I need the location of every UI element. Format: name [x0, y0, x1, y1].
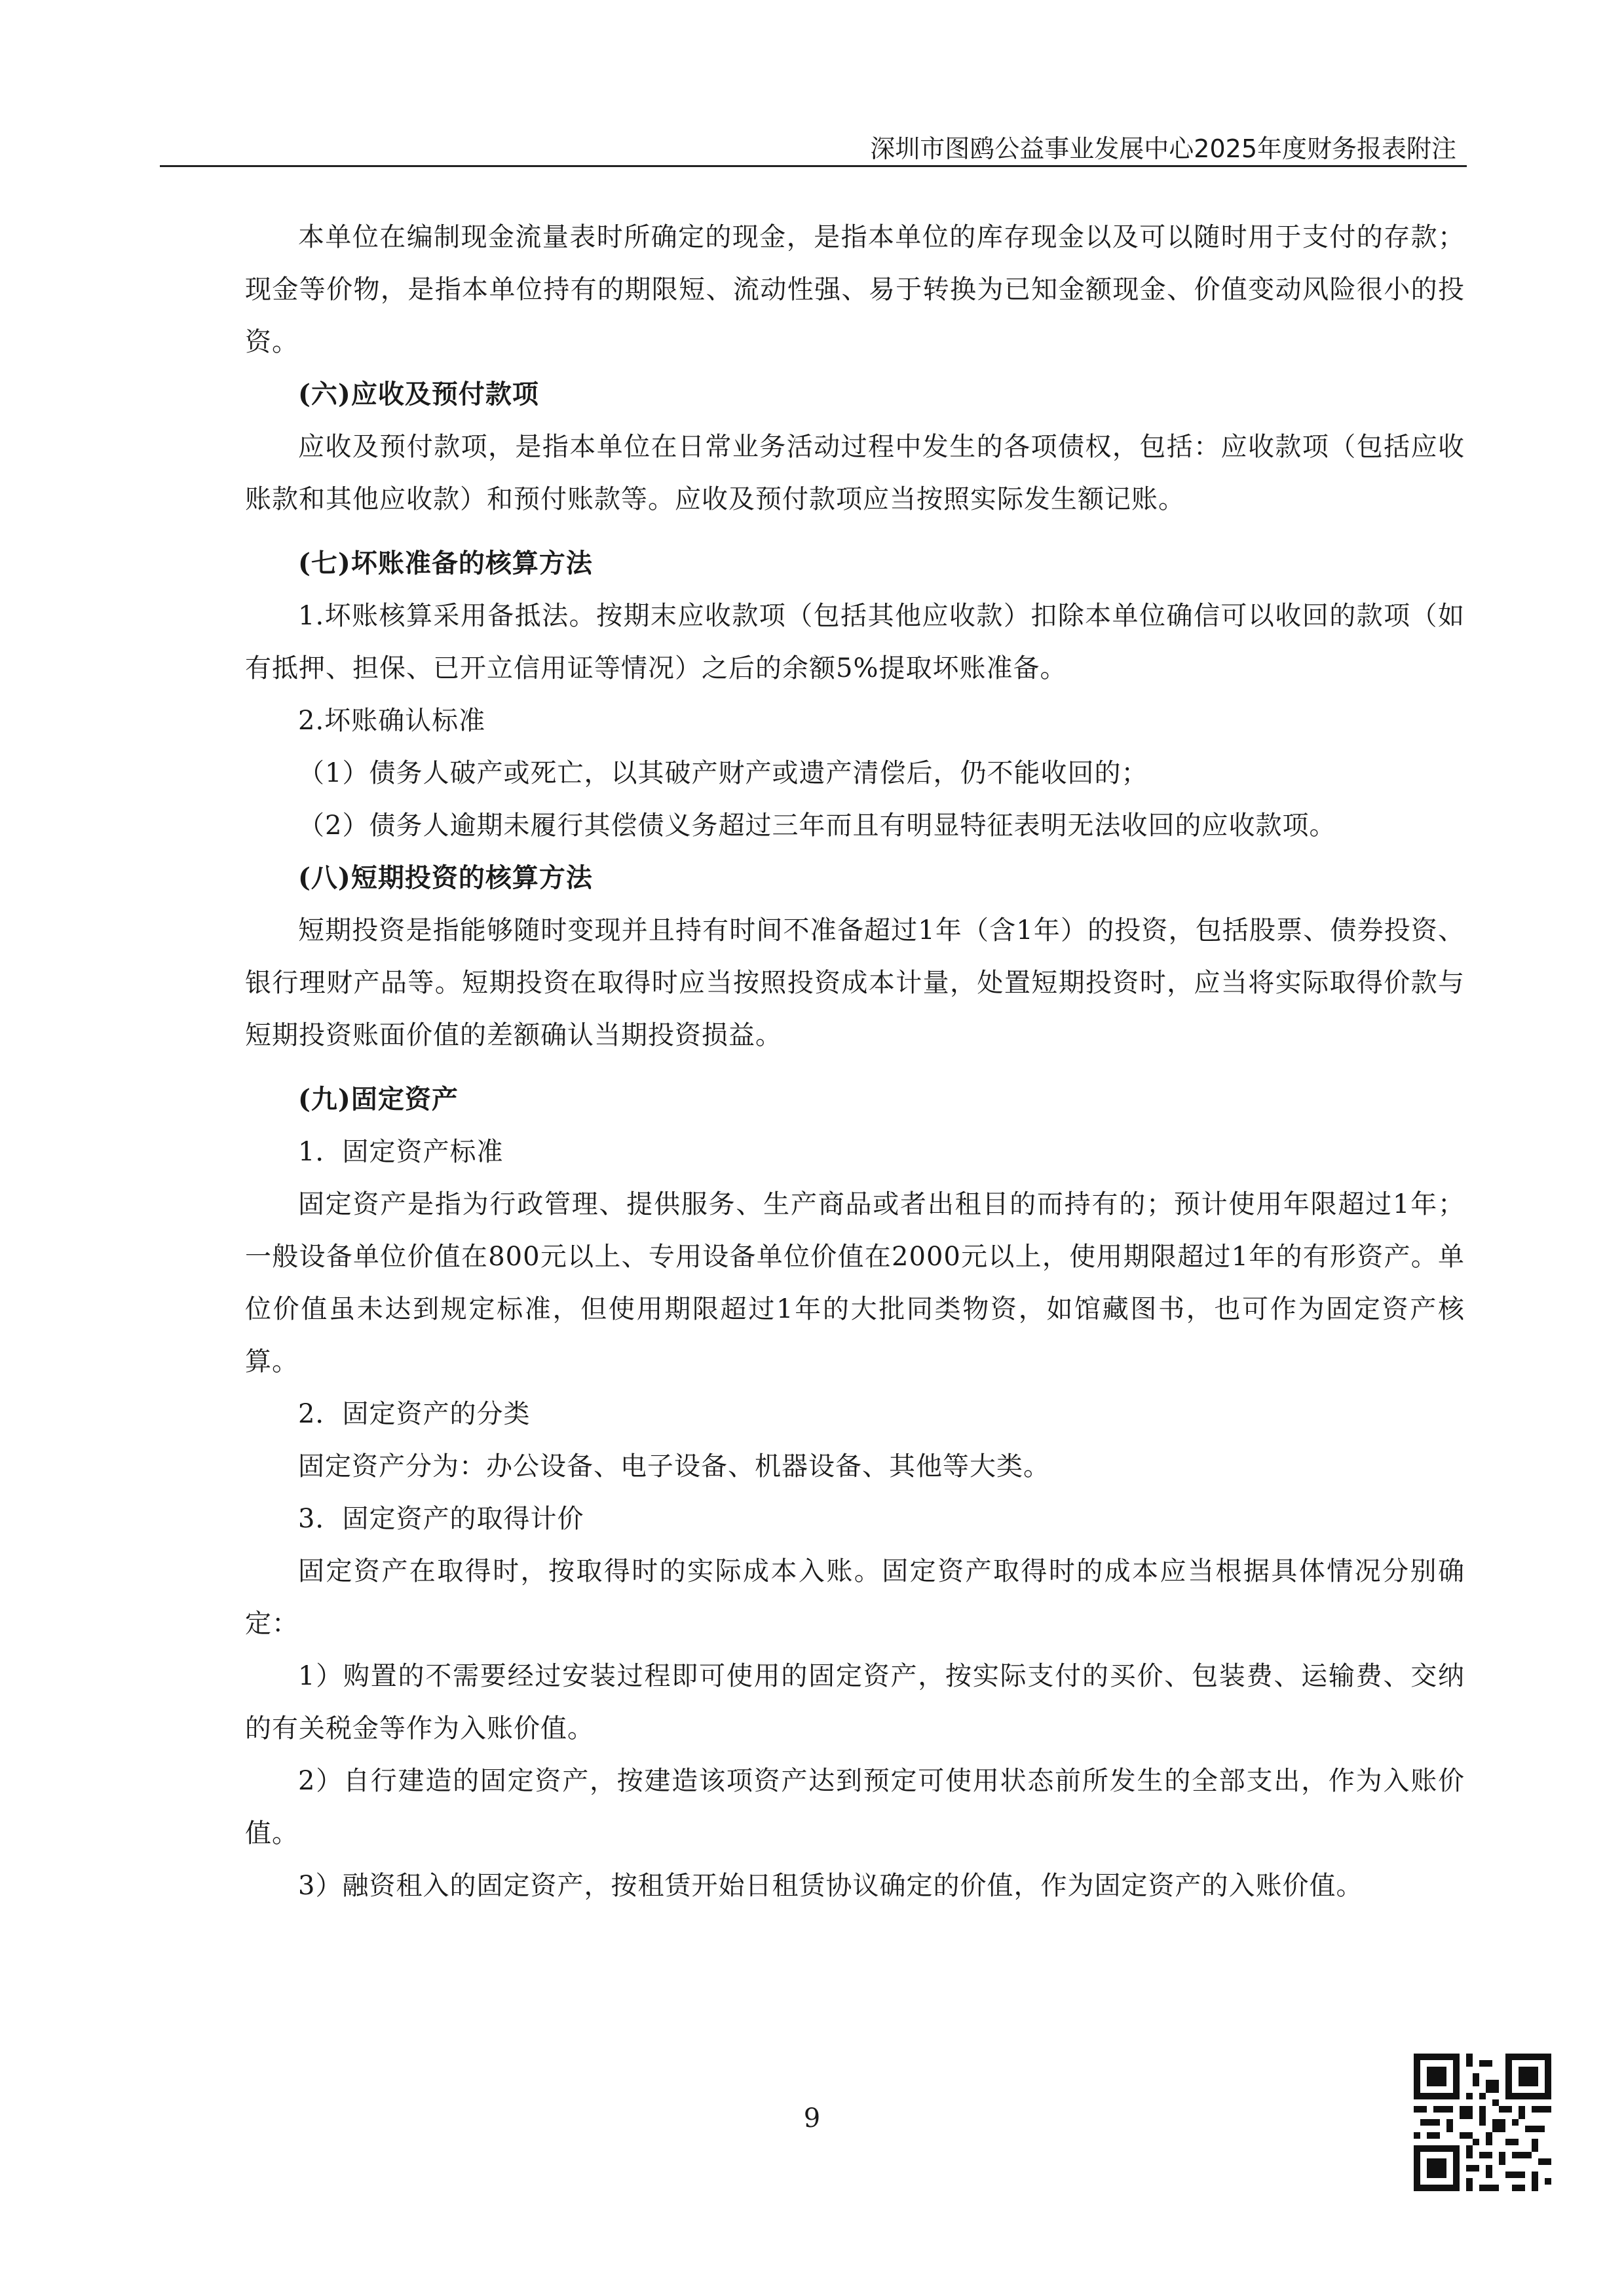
running-header: 深圳市图鸥公益事业发展中心2025年度财务报表附注	[870, 134, 1456, 163]
paragraph-fixed-asset-classification-title: 2．固定资产的分类	[298, 1399, 531, 1429]
section-heading-fixed-assets: (九)固定资产	[298, 1084, 459, 1115]
paragraph-valuation-item-2: 2）自行建造的固定资产，按建造该项资产达到预定可使用状态前所发生的全部支出，作为入账价值。	[245, 1766, 1465, 1848]
paragraph-fixed-asset-standard-title: 1．固定资产标准	[298, 1137, 504, 1167]
paragraph-valuation-item-1: 1）购置的不需要经过安装过程即可使用的固定资产，按实际支付的买价、包装费、运输费、交纳的有关税金等作为入账价值。	[245, 1661, 1465, 1744]
body-text	[245, 211, 1465, 1912]
paragraph-short-term-investment: 短期投资是指能够随时变现并且持有时间不准备超过1年（含1年）的投资，包括股票、债券投资、银行理财产品等。短期投资在取得时应当按照投资成本计量，处置短期投资时，应当将实际取得价款与短期投资账面价值的差额确认当期投资损益。	[245, 915, 1465, 1050]
paragraph-cash-definition: 本单位在编制现金流量表时所确定的现金，是指本单位的库存现金以及可以随时用于支付的存款；现金等价物，是指本单位持有的期限短、流动性强、易于转换为已知金额现金、价值变动风险很小的投资。	[245, 222, 1465, 357]
paragraph-bad-debt-item-1: （1）债务人破产或死亡，以其破产财产或遗产清偿后，仍不能收回的；	[298, 758, 1148, 788]
paragraph-fixed-asset-valuation: 固定资产在取得时，按取得时的实际成本入账。固定资产取得时的成本应当根据具体情况分别确定：	[245, 1556, 1465, 1639]
paragraph-receivables: 应收及预付款项，是指本单位在日常业务活动过程中发生的各项债权，包括：应收款项（包括应收账款和其他应收款）和预付账款等。应收及预付款项应当按照实际发生额记账。	[245, 432, 1465, 514]
paragraph-fixed-asset-standard: 固定资产是指为行政管理、提供服务、生产商品或者出租目的而持有的；预计使用年限超过1年；一般设备单位价值在800元以上、专用设备单位价值在2000元以上，使用期限超过1年的有形资产。单位价值虽未达到规定标准，但使用期限超过1年的大批同类物资，如馆藏图书，也可作为固定资产核算。	[245, 1189, 1465, 1377]
qr-code-icon	[1414, 2054, 1551, 2191]
paragraph-fixed-asset-valuation-title: 3．固定资产的取得计价	[298, 1504, 584, 1534]
section-heading-short-term-investment: (八)短期投资的核算方法	[298, 862, 593, 893]
page-number: 9	[803, 2103, 821, 2133]
paragraph-valuation-item-3: 3）融资租入的固定资产，按租赁开始日租赁协议确定的价值，作为固定资产的入账价值。	[298, 1871, 1363, 1901]
paragraph-bad-debt-item-2: （2）债务人逾期未履行其偿债义务超过三年而且有明显特征表明无法收回的应收款项。	[298, 811, 1336, 841]
header-rule	[160, 165, 1467, 167]
paragraph-bad-debt-method: 1.坏账核算采用备抵法。按期末应收款项（包括其他应收款）扣除本单位确信可以收回的款项（如有抵押、担保、已开立信用证等情况）之后的余额5%提取坏账准备。	[245, 601, 1465, 683]
section-heading-bad-debt: (七)坏账准备的核算方法	[298, 548, 593, 579]
paragraph-fixed-asset-classification: 固定资产分为：办公设备、电子设备、机器设备、其他等大类。	[298, 1451, 1050, 1482]
section-heading-receivables: (六)应收及预付款项	[298, 379, 539, 410]
paragraph-bad-debt-standard: 2.坏账确认标准	[298, 706, 486, 736]
